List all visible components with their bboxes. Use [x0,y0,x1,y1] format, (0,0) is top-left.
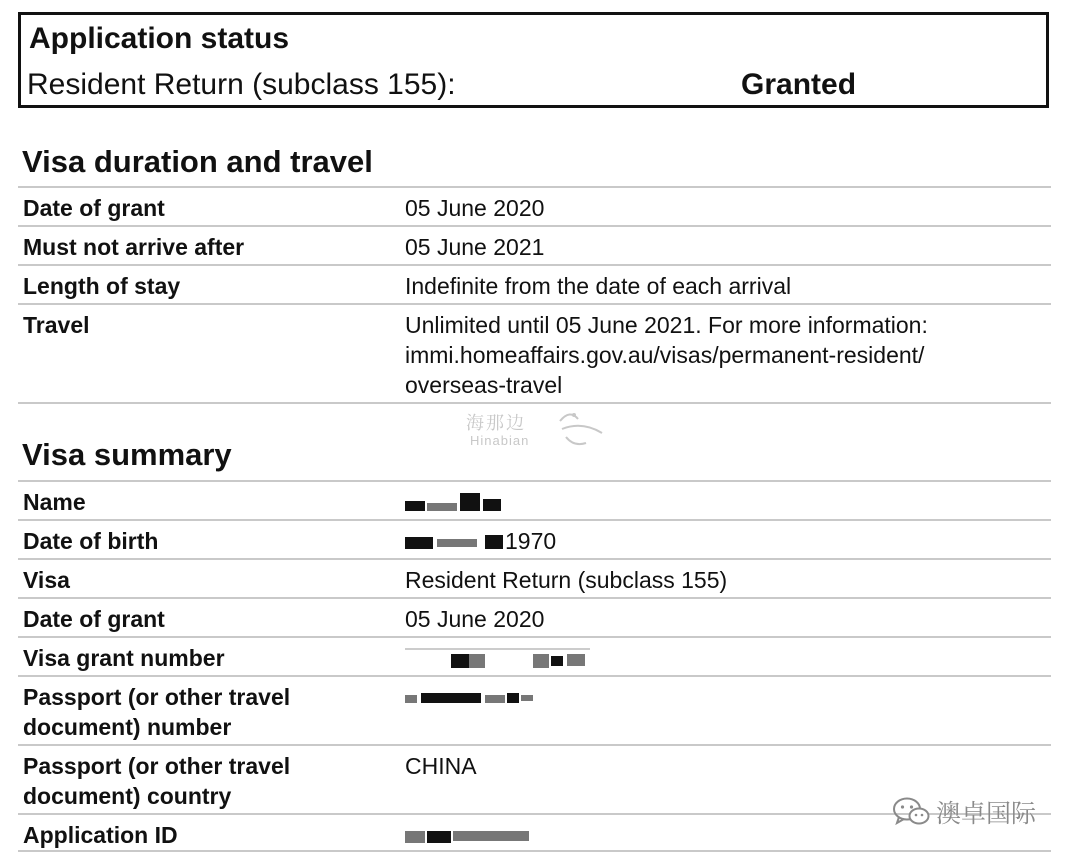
application-status-box [18,12,1049,108]
must-not-arrive-after-label: Must not arrive after [23,234,245,260]
date-of-birth-label: Date of birth [23,528,159,554]
visa-label: Visa [23,567,70,593]
passport-number-label-line: document) number [23,714,232,740]
table-row [18,480,1051,519]
table-row [18,264,1051,303]
visa-summary-heading: Visa summary [22,437,232,472]
travel-value-line: overseas-travel [405,372,563,398]
hinabian-watermark [462,405,622,455]
passport-country-label [23,751,393,811]
visa-duration-heading: Visa duration and travel [22,144,373,179]
visa-duration-table [18,186,1051,404]
table-row [18,558,1051,597]
travel-label: Travel [23,312,90,338]
redaction-mask [405,531,505,553]
table-row [18,636,1051,675]
date-of-birth-year: 1970 [505,528,557,554]
hinabian-swoosh-icon [552,407,612,451]
redaction-mask [405,689,535,707]
visa-subclass-label: Resident Return (subclass 155): [27,68,456,101]
passport-country-label-line: document) country [23,783,232,809]
date-of-birth-value [405,526,1045,556]
passport-country-value: CHINA [405,753,477,779]
table-row [18,519,1051,558]
visa-grant-number-label: Visa grant number [23,645,225,671]
aozhuo-watermark-text: 澳卓国际 [936,799,1037,828]
passport-number-label-line: Passport (or other travel [23,684,291,710]
application-status-title: Application status [29,22,290,55]
summary-date-of-grant-value: 05 June 2020 [405,606,545,632]
application-id-label: Application ID [23,822,178,848]
table-row [18,597,1051,636]
table-row [18,225,1051,264]
summary-date-of-grant-label: Date of grant [23,606,165,632]
wechat-icon [892,796,930,828]
date-of-grant-label: Date of grant [23,195,165,221]
name-label: Name [23,489,86,515]
table-row [18,186,1051,225]
date-of-grant-value: 05 June 2020 [405,195,545,221]
table-row [18,303,1051,404]
redaction-mask [405,827,530,847]
passport-number-label [23,682,393,742]
visa-grant-number-value [405,643,1045,674]
length-of-stay-label: Length of stay [23,273,181,299]
visa-value: Resident Return (subclass 155) [405,567,728,593]
aozhuo-watermark [892,795,1036,829]
hinabian-watermark-subtext: Hinabian [470,433,530,448]
length-of-stay-value: Indefinite from the date of each arrival [405,273,792,299]
hinabian-watermark-text: 海那边 [466,413,526,434]
travel-value-line: immi.homeaffairs.gov.au/visas/permanent-resident/ [405,342,925,368]
redaction-mask [405,646,590,670]
redaction-mask [405,491,505,515]
must-not-arrive-after-value: 05 June 2021 [405,234,545,260]
table-row [18,675,1051,744]
passport-country-label-line: Passport (or other travel [23,753,291,779]
name-value [405,487,1045,518]
travel-value-line: Unlimited until 05 June 2021. For more information: [405,312,928,338]
passport-number-value [405,682,1045,712]
travel-value [405,310,1045,400]
status-granted: Granted [741,68,857,101]
